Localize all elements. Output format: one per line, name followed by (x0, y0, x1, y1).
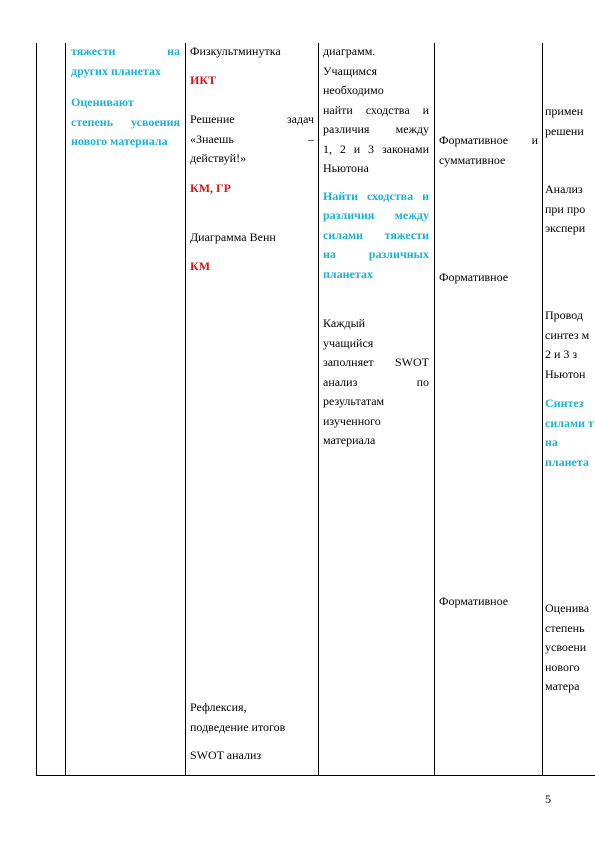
c6-block-1 (545, 102, 595, 141)
c6-b4-line-3: на (545, 435, 558, 449)
c6-b5-line-1: Оценива (545, 601, 590, 615)
c4-p2-line-1: Каждый (323, 316, 366, 330)
solve-line (190, 110, 314, 130)
page-number: 5 (545, 792, 551, 806)
act-text: действуй!» (190, 151, 247, 165)
gravity-word: тяжести (71, 44, 116, 58)
c6-block-4 (545, 394, 595, 472)
c6-block-5 (545, 599, 595, 697)
c4-line-7: Ньютона (323, 161, 369, 175)
c4-line-2: Учащимся (323, 63, 377, 78)
assessment-1 (439, 131, 538, 170)
column-divider-5 (542, 43, 543, 775)
column-divider-4 (434, 43, 435, 775)
column-divider-3 (318, 43, 319, 775)
c4-p2-line-2: учащийся (323, 335, 374, 350)
c6-b5-line-3: усвоени (545, 640, 587, 654)
c4-line-4: найти сходства и (323, 102, 429, 117)
column-3-cell (190, 42, 314, 276)
c6-b5-line-4: нового (545, 659, 580, 674)
on-word: на (167, 44, 180, 58)
swot-label: SWOT анализ (190, 748, 262, 762)
km-label: КМ (190, 258, 211, 273)
table-border-left (36, 43, 37, 775)
know-word: «Знаешь (190, 131, 234, 146)
c6-b5-line-5: матера (545, 679, 580, 693)
venn-text: Диаграмма Венн (190, 230, 276, 244)
evaluate-line-3: нового материала (71, 134, 168, 148)
reflection-line-2: подведение итогов (190, 719, 286, 734)
physminute-text: Физкультминутка (190, 44, 281, 58)
evaluate-line-1: Оценивают (71, 95, 134, 109)
c4-cyan-4: на различных (323, 247, 429, 261)
c6-b3-line-4: Ньютон (545, 366, 586, 381)
c6-b1-line-1: примен (545, 104, 584, 118)
tasks-word: задач (286, 112, 314, 126)
c6-b3-line-2: синтез м (545, 327, 590, 342)
c4-p2-line-3: заполняет SWOT (323, 355, 429, 369)
c4-p2-line-5: результатам (323, 394, 385, 408)
km-gr-label: КМ, ГР (190, 180, 231, 195)
column-divider-1 (65, 43, 66, 775)
solve-word: Решение (190, 112, 235, 126)
c6-b2-line-1: Анализ (545, 182, 583, 196)
c6-b3-line-1: Провод (545, 308, 584, 322)
table-bottom-border (36, 775, 595, 776)
c6-b4-line-2: силами т (545, 415, 594, 430)
c4-p2-line-7: материала (323, 433, 376, 447)
evaluate-line-2: степень усвоения (71, 114, 180, 129)
column-2-cell (71, 42, 180, 152)
c6-b5-line-2: степень (545, 620, 585, 635)
c4-cyan-3: силами тяжести (323, 227, 429, 242)
reflection-block (190, 698, 314, 766)
c4-p2-line-4: анализ по (323, 374, 429, 389)
c4-cyan-2: различия между (323, 208, 429, 222)
c6-block-2 (545, 180, 595, 239)
c6-block-3 (545, 306, 595, 384)
assessment-3-text: Формативное (439, 594, 509, 608)
column-divider-2 (185, 43, 186, 775)
c6-b3-line-3: 2 и 3 з (545, 347, 578, 361)
c4-cyan-1: Найти сходства и (323, 188, 429, 203)
ikt-label: ИКТ (190, 72, 217, 87)
assessment-1-line-1: Формативное и (439, 133, 538, 147)
c4-cyan-5: планетах (323, 266, 373, 281)
dash-char: – (308, 131, 314, 146)
assessment-2-text: Формативное (439, 270, 509, 284)
c6-b4-line-1: Синтез (545, 396, 584, 410)
column-4-cell (323, 42, 429, 451)
c4-line-1: диаграмм. (323, 44, 376, 58)
c6-b2-line-2: при про (545, 201, 586, 216)
c4-line-6: 1, 2 и 3 законами (323, 141, 429, 156)
other-planets-text: других планетах (71, 63, 161, 78)
know-line (190, 130, 314, 150)
c6-b4-line-4: планета (545, 454, 589, 469)
c4-line-3: необходимо (323, 83, 384, 97)
c4-p2-line-6: изученного (323, 413, 381, 428)
c6-b2-line-3: экспери (545, 221, 586, 235)
gravity-line (71, 42, 180, 62)
reflection-line-1: Рефлексия, (190, 700, 247, 714)
c4-line-5: различия между (323, 122, 429, 136)
assessment-3 (439, 592, 538, 612)
c6-b1-line-2: решени (545, 123, 584, 138)
assessment-1-line-2: суммативное (439, 152, 506, 167)
assessment-2 (439, 268, 538, 288)
